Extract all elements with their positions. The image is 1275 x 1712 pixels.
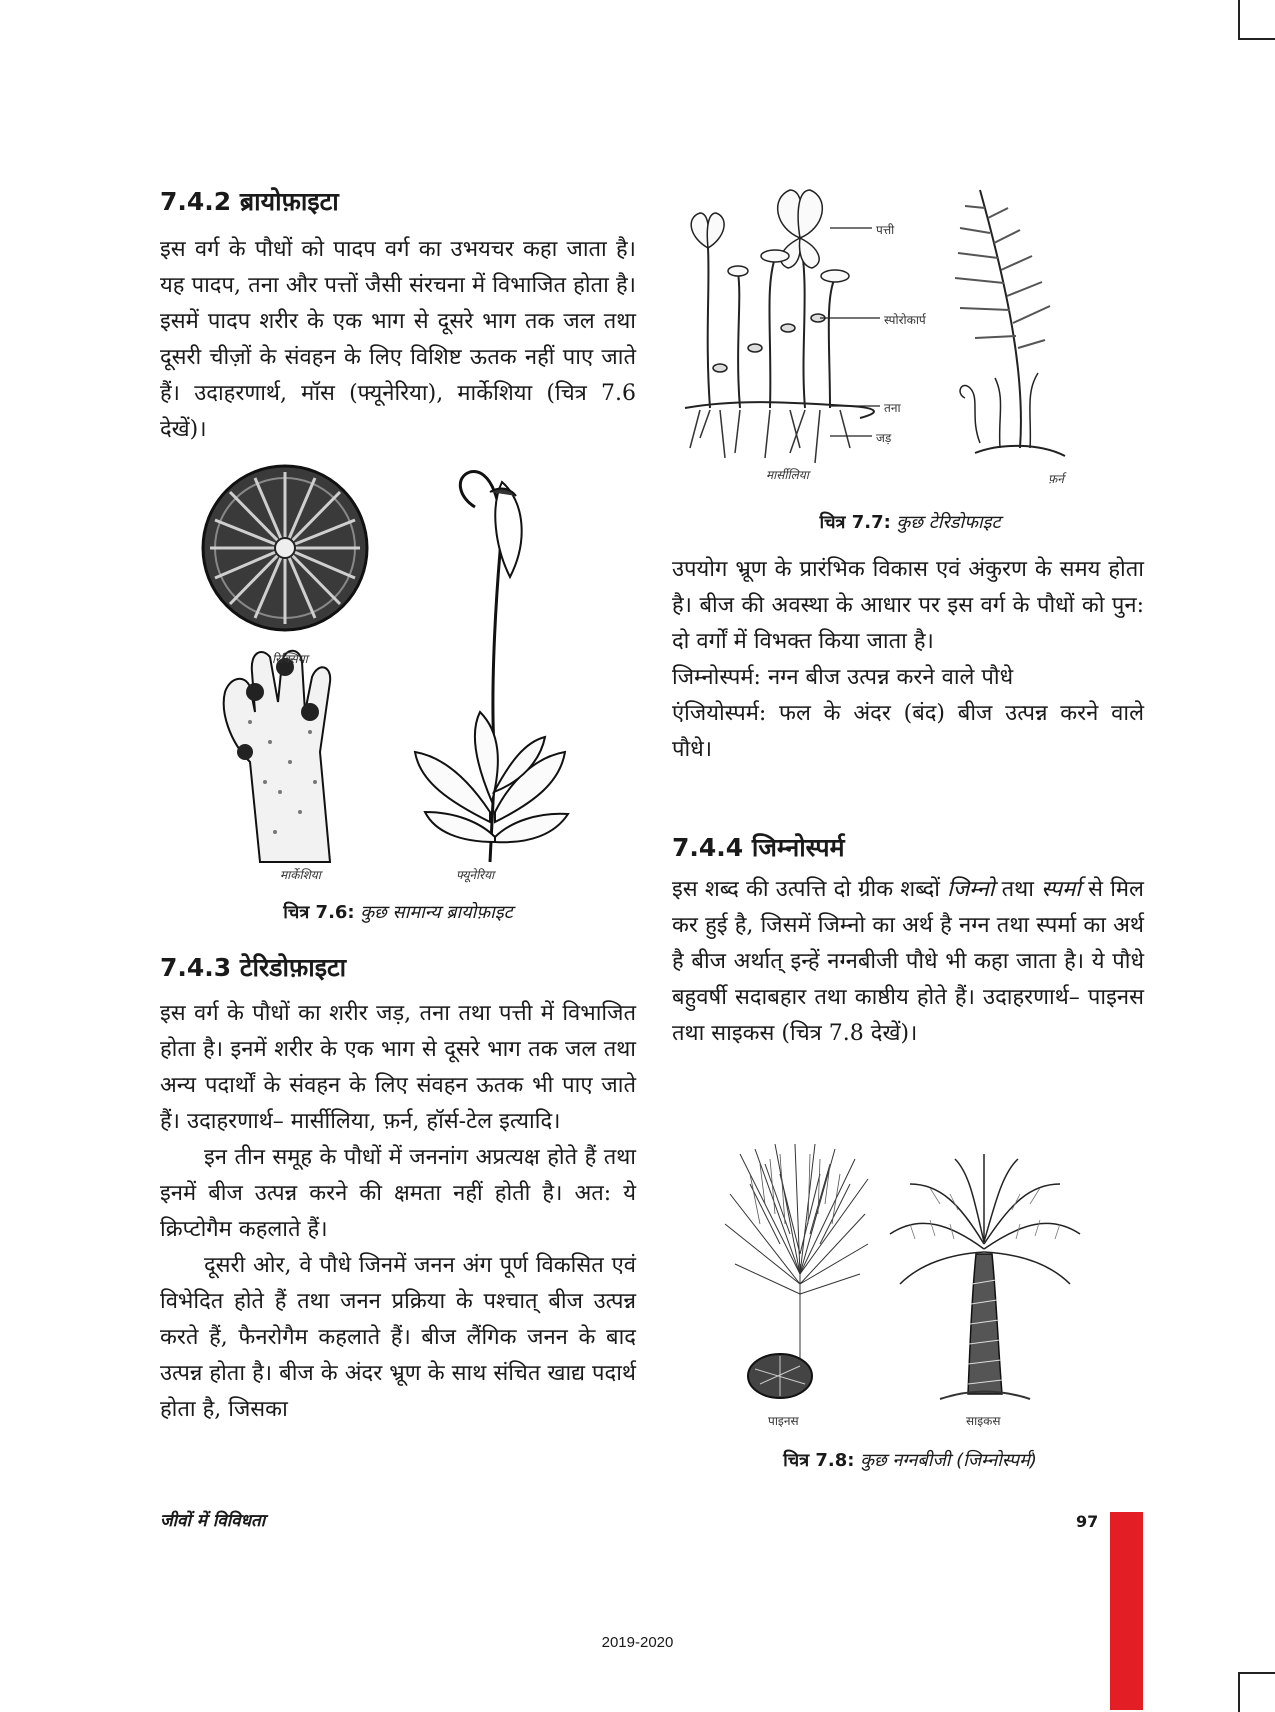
label-fern: फ़र्न <box>1048 472 1064 486</box>
figure-7-6-caption-number: चित्र 7.6: <box>283 902 355 923</box>
label-root: जड़ <box>876 431 892 445</box>
figure-7-6-caption-text: कुछ सामान्य ब्रायोफ़ाइट <box>354 902 513 923</box>
pteridophyta-paragraph-2: इन तीन समूह के पौधों में जननांग अप्रत्यक्ष होते हैं तथा इनमें बीज उत्पन्न करने की क्षमता नहीं होती है। अत: ये क्रिप्टोगैम कहलाते हैं। <box>160 1145 636 1242</box>
label-pinus: पाइनस <box>768 1414 799 1428</box>
edition-year: 2019-2020 <box>601 1634 674 1651</box>
marsilea-illustration <box>685 190 880 463</box>
label-stem: तना <box>884 401 901 415</box>
funaria-illustration <box>415 472 568 862</box>
figure-7-8-caption-text: कुछ नग्नबीजी (जिम्नोस्पर्म) <box>854 1450 1037 1471</box>
right-continued-text <box>672 552 1144 768</box>
marchantia-illustration <box>224 651 330 862</box>
figure-7-7-caption <box>672 510 1148 534</box>
chapter-tab-bar <box>1110 1512 1143 1710</box>
label-riccia: रिक्सिया <box>272 652 308 666</box>
pinus-illustration <box>720 1144 870 1404</box>
pteridophyta-text <box>160 996 636 1428</box>
figure-7-7-caption-number: चित्र 7.7: <box>819 512 891 533</box>
label-sporocarp: स्पोरोकार्प <box>884 313 926 327</box>
gymnosperm-heading: 7.4.4 जिम्नोस्पर्म <box>672 833 845 862</box>
bryophyta-text <box>160 232 636 448</box>
label-marsilea: मार्सीलिया <box>766 468 809 482</box>
term-sperma: स्पर्मा <box>1041 877 1082 902</box>
figure-7-6-bryophytes <box>190 462 598 882</box>
crop-mark-bottom-right <box>1238 1672 1275 1712</box>
figure-7-8-caption-number: चित्र 7.8: <box>783 1450 855 1471</box>
continued-paragraph: उपयोग भ्रूण के प्रारंभिक विकास एवं अंकुरण के समय होता है। बीज की अवस्था के आधार पर इस वर्ग के पौधों को पुन: दो वर्गों में विभक्त किया जाता है। <box>672 557 1144 654</box>
cycas-illustration <box>890 1154 1080 1399</box>
angiosperm-definition: एंजियोस्पर्म: फल के अंदर (बंद) बीज उत्पन्न करने वाले पौधे। <box>672 701 1144 762</box>
figure-7-7-pteridophytes <box>680 178 1140 478</box>
label-marchantia: मार्केशिया <box>280 868 321 882</box>
term-gymno: जिम्नो <box>947 877 995 902</box>
figure-7-6-caption <box>160 900 636 924</box>
gymnosperm-definition: जिम्नोस्पर्म: नग्न बीज उत्पन्न करने वाले पौधे <box>672 665 1014 690</box>
figure-7-8-gymnosperms <box>720 1144 1110 1410</box>
figure-7-7-caption-text: कुछ टेरिडोफाइट <box>890 512 1001 533</box>
label-cycas: साइकस <box>966 1414 1001 1428</box>
gymnosperm-text-b: तथा <box>994 877 1042 902</box>
pteridophyta-heading: 7.4.3 टेरिडोफ़ाइटा <box>160 953 347 982</box>
gymnosperm-text-a: इस शब्द की उत्पत्ति दो ग्रीक शब्दों <box>672 877 948 902</box>
gymnosperm-paragraph <box>672 872 1144 1052</box>
crop-mark-top-right <box>1238 0 1275 40</box>
label-funaria: फ्यूनेरिया <box>456 868 495 882</box>
fern-illustration <box>955 190 1065 456</box>
page-number: 97 <box>1076 1512 1099 1531</box>
pteridophyta-paragraph-3: दूसरी ओर, वे पौधे जिनमें जनन अंग पूर्ण विकसित एवं विभेदित होते हैं तथा जनन प्रक्रिया के पश्चात् बीज उत्पन्न करते हैं, फैनरोगैम कहलाते हैं। बीज लैंगिक जनन के बाद उत्पन्न होता है। बीज के अंदर भ्रूण के साथ संचित खाद्य पदार्थ होता है, जिसका <box>160 1253 636 1422</box>
figure-7-8-caption <box>672 1448 1148 1472</box>
label-leaf: पत्ती <box>876 223 895 237</box>
gymnosperm-text <box>672 872 1144 1052</box>
riccia-illustration <box>203 466 367 630</box>
pteridophyta-paragraph-1: इस वर्ग के पौधों का शरीर जड़, तना तथा पत्ती में विभाजित होता है। इनमें शरीर के एक भाग से दूसरे भाग तक जल तथा अन्य पदार्थों के संवहन के लिए संवहन ऊतक भी पाए जाते हैं। उदाहरणार्थ– मार्सीलिया, फ़र्न, हॉर्स-टेल इत्यादि। <box>160 1001 636 1134</box>
gymnosperm-text-c: से मिल कर हुई है, जिसमें जिम्नो का अर्थ है नग्न तथा स्पर्मा का अर्थ है बीज अर्थात् इन्हें नग्नबीजी पौधे भी कहा जाता है। ये पौधे बहुवर्षी सदाबहार तथा काष्ठीय होते हैं। उदाहरणार्थ– पाइनस तथा साइकस (चित्र 7.8 देखें)। <box>672 877 1144 1046</box>
bryophyta-heading: 7.4.2 ब्रायोफ़ाइटा <box>160 187 339 216</box>
bryophyta-paragraph: इस वर्ग के पौधों को पादप वर्ग का उभयचर कहा जाता है। यह पादप, तना और पत्तों जैसी संरचना में विभाजित होता है। इसमें पादप शरीर के एक भाग से दूसरे भाग तक जल तथा दूसरी चीज़ों के संवहन के लिए विशिष्ट ऊतक नहीं पाए जाते हैं। उदाहरणार्थ, मॉस (फ्यूनेरिया), मार्केशिया (चित्र 7.6 देखें)। <box>160 237 636 442</box>
chapter-title-footer: जीवों में विविधता <box>160 1511 266 1531</box>
